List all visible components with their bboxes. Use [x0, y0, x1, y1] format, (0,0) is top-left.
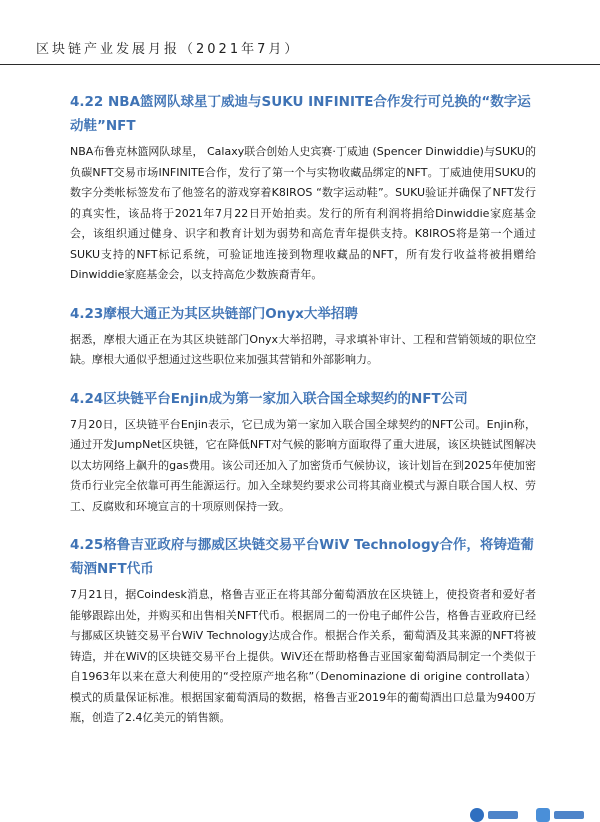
- section-body: 据悉，摩根大通正在为其区块链部门Onyx大举招聘，寻求填补审计、工程和营销领域的职位空缺。摩根大通似乎想通过这些职位来加强其营销和外部影响力。: [70, 332, 536, 366]
- header-divider: [0, 64, 600, 65]
- section-4-25: [70, 533, 536, 729]
- section-title: 4.23摩根大通正为其区块链部门Onyx大举招聘: [70, 305, 358, 322]
- partner-logo: [536, 808, 584, 822]
- section-body: NBA布鲁克林篮网队球星， Calaxy联合创始人史宾赛·丁威迪 (Spencer Dinwiddie)与SUKU的负碳NFT交易市场INFINITE合作，发行了第一个与实物收藏品绑定的NFT。丁威迪使用SUKU的数字分类帐标签发布了他签名的游戏穿着K8IROS “数字运动鞋”。SUKU验证并确保了NFT发行的真实性，该品将于2021年7月22日开始拍卖。发行的所有利润将捐给Dinwiddie家庭基金会，该组织通过健身、识字和教育计划为弱势和高危青年提供支持。K8IROS将是第一个通过SUKU支持的NFT标记系统，可验证地连接到物理收藏品的NFT，所有发行收益将被捐赠给Dinwiddie家庭基金会，以支持高危少数族裔青年。: [70, 145, 536, 281]
- publisher-logo: [470, 808, 518, 822]
- publisher-logo-icon: [470, 808, 484, 822]
- article-content: [70, 90, 536, 745]
- page-footer: [0, 790, 600, 819]
- partner-logo-icon: [536, 808, 550, 822]
- section-title: 4.24区块链平台Enjin成为第一家加入联合国全球契约的NFT公司: [70, 390, 468, 407]
- footer-logos: [470, 808, 584, 822]
- section-4-24: [70, 387, 536, 518]
- section-body: 7月21日，据Coindesk消息，格鲁吉亚正在将其部分葡萄酒放在区块链上，使投资者和爱好者能够跟踪出处，并购买和出售相关NFT代币。根据周二的一份电子邮件公告，格鲁吉亚政府已经与挪威区块链交易平台WiV Technology达成合作。根据合作关系，葡萄酒及其来源的NFT将被铸造，并在WiV的区块链交易平台上提供。WiV还在帮助格鲁吉亚国家葡萄酒局制定一个类似于自1963年以来在意大利使用的“受控原产地名称”（Denominazione di origine controllata）模式的质量保证标准。根据国家葡萄酒局的数据，格鲁吉亚2019年的葡萄酒出口总量为9400万瓶，创造了2.4亿美元的销售额。: [70, 588, 536, 724]
- section-title: 4.25格鲁吉亚政府与挪威区块链交易平台WiV Technology合作，将铸造葡萄酒NFT代币: [70, 537, 534, 577]
- section-title: 4.22 NBA篮网队球星丁威迪与SUKU INFINITE合作发行可兑换的“数字运动鞋”NFT: [70, 94, 531, 134]
- section-4-23: [70, 302, 536, 371]
- partner-logo-wordmark: [554, 811, 584, 819]
- report-title: 区块链产业发展月报（2021年7月）: [36, 42, 301, 57]
- page-header: [0, 0, 600, 72]
- section-body: 7月20日，区块链平台Enjin表示，它已成为第一家加入联合国全球契约的NFT公司。Enjin称，通过开发JumpNet区块链，它在降低NFT对气候的影响方面取得了重大进展，该区块链试图解决以太坊网络上飙升的gas费用。该公司还加入了加密货币气候协议，该计划旨在到2025年使加密货币行业完全依靠可再生能源运行。加入全球契约要求公司将其商业模式与源自联合国人权、劳工、反腐败和环境宣言的十项原则保持一致。: [70, 417, 536, 513]
- publisher-logo-wordmark: [488, 811, 518, 819]
- section-4-22: [70, 90, 536, 286]
